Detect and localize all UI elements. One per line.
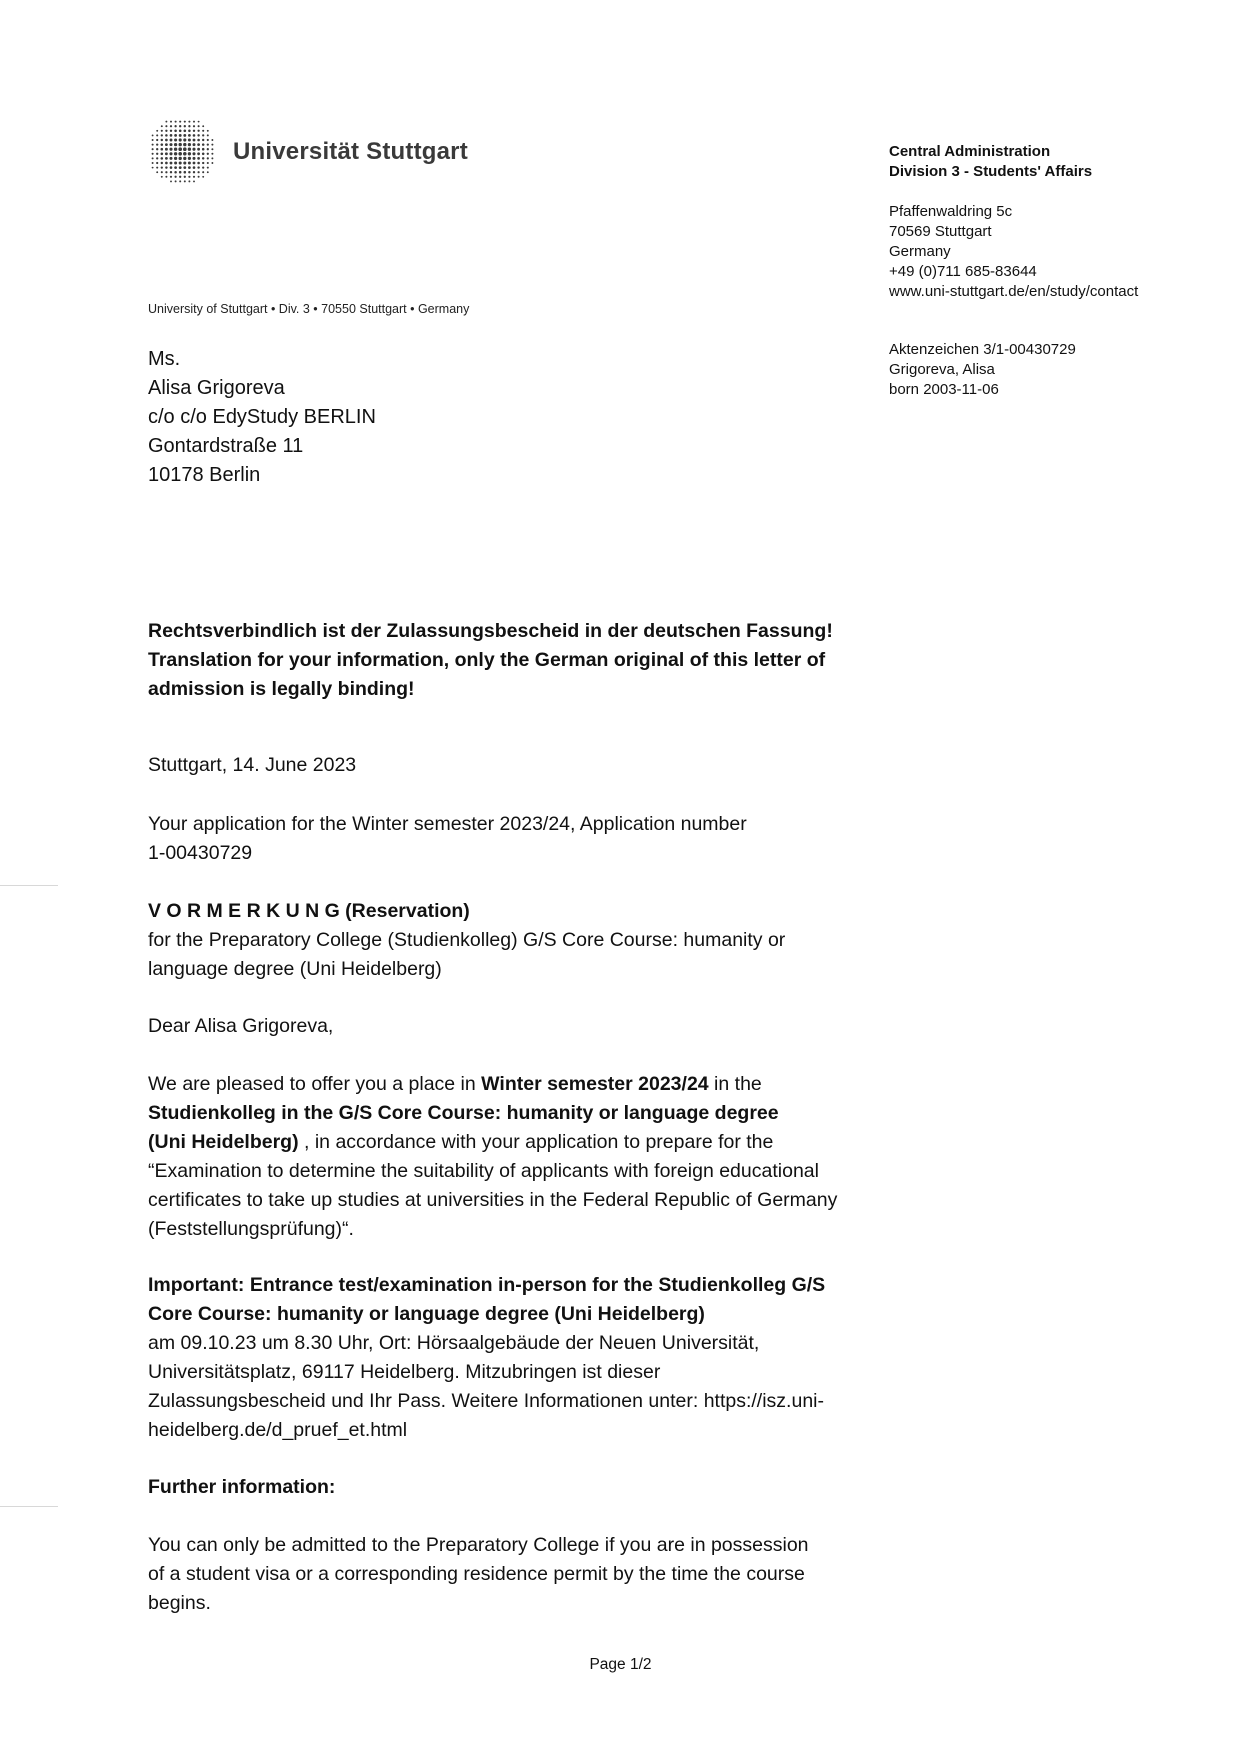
recipient-salutation: Ms. xyxy=(148,348,181,370)
reservation-title-suffix: (Reservation) xyxy=(339,900,470,922)
important-heading: Core Course: humanity or language degree (Uni Heidelberg) xyxy=(148,1303,705,1325)
office-block xyxy=(889,142,1138,302)
application-line: Your application for the Winter semester 2023/24, Application number xyxy=(148,813,747,835)
reference-file: Aktenzeichen 3/1-00430729 xyxy=(889,341,1076,358)
sender-line: University of Stuttgart • Div. 3 • 70550 Stuttgart • Germany xyxy=(148,302,470,316)
office-city: 70569 Stuttgart xyxy=(889,223,992,240)
office-street: Pfaffenwaldring 5c xyxy=(889,203,1013,220)
office-web: www.uni-stuttgart.de/en/study/contact xyxy=(889,283,1139,300)
offer-line: (Feststellungsprüfung)“. xyxy=(148,1218,354,1240)
fold-mark xyxy=(0,885,58,886)
offer-line xyxy=(148,1070,893,1099)
further-line: of a student visa or a corresponding residence permit by the time the course xyxy=(148,1563,805,1585)
reservation-title-line xyxy=(148,897,893,926)
notice-line: admission is legally binding! xyxy=(148,678,415,700)
offer-line: certificates to take up studies at universities in the Federal Republic of Germany xyxy=(148,1189,838,1211)
greeting: Dear Alisa Grigoreva, xyxy=(148,1015,334,1037)
application-reference xyxy=(148,810,893,868)
important-heading: Important: Entrance test/examination in-person for the Studienkolleg G/S xyxy=(148,1274,826,1296)
offer-text: We are pleased to offer you a place in xyxy=(148,1073,482,1095)
office-line1: Central Administration xyxy=(889,143,1051,160)
recipient-address xyxy=(148,345,376,490)
dotted-circle-logo-icon xyxy=(146,115,218,187)
offer-university: (Uni Heidelberg) xyxy=(148,1131,299,1153)
offer-line xyxy=(148,1128,893,1157)
offer-semester: Winter semester 2023/24 xyxy=(481,1073,709,1095)
recipient-city: 10178 Berlin xyxy=(148,464,261,486)
recipient-co: c/o c/o EdyStudy BERLIN xyxy=(148,406,376,428)
logo-wordmark: Universität Stuttgart xyxy=(233,138,468,165)
offer-line: “Examination to determine the suitability of applicants with foreign educational xyxy=(148,1160,819,1182)
application-number: 1-00430729 xyxy=(148,842,253,864)
further-paragraph xyxy=(148,1531,893,1618)
offer-text: in the xyxy=(708,1073,762,1095)
important-line: am 09.10.23 um 8.30 Uhr, Ort: Hörsaalgebäude der Neuen Universität, xyxy=(148,1332,760,1354)
further-heading: Further information: xyxy=(148,1476,336,1498)
reservation-line: for the Preparatory College (Studienkolleg) G/S Core Course: humanity or xyxy=(148,929,786,951)
important-line: Universitätsplatz, 69117 Heidelberg. Mitzubringen ist dieser xyxy=(148,1361,661,1383)
reference-name: Grigoreva, Alisa xyxy=(889,361,995,378)
office-country: Germany xyxy=(889,243,951,260)
recipient-street: Gontardstraße 11 xyxy=(148,435,304,457)
reference-block xyxy=(889,340,1076,400)
important-section xyxy=(148,1271,893,1445)
further-line: begins. xyxy=(148,1592,211,1614)
recipient-name: Alisa Grigoreva xyxy=(148,377,285,399)
office-phone: +49 (0)711 685-83644 xyxy=(889,263,1037,280)
fold-mark xyxy=(0,1506,58,1507)
reservation-subject xyxy=(148,897,893,984)
notice-line: Rechtsverbindlich ist der Zulassungsbescheid in der deutschen Fassung! xyxy=(148,620,833,642)
offer-paragraph xyxy=(148,1070,893,1244)
reservation-title: V O R M E R K U N G xyxy=(148,900,340,922)
office-line2: Division 3 - Students' Affairs xyxy=(889,163,1093,180)
reference-born: born 2003-11-06 xyxy=(889,381,999,398)
important-line: heidelberg.de/d_pruef_et.html xyxy=(148,1419,408,1441)
legal-notice xyxy=(148,617,893,704)
important-line: Zulassungsbescheid und Ihr Pass. Weitere Informationen unter: https://isz.uni- xyxy=(148,1390,824,1412)
offer-course: Studienkolleg in the G/S Core Course: humanity or language degree xyxy=(148,1102,779,1124)
reservation-line: language degree (Uni Heidelberg) xyxy=(148,958,442,980)
notice-line: Translation for your information, only the German original of this letter of xyxy=(148,649,826,671)
letter-date: Stuttgart, 14. June 2023 xyxy=(148,754,357,776)
offer-text: , in accordance with your application to prepare for the xyxy=(298,1131,774,1153)
further-line: You can only be admitted to the Preparatory College if you are in possession xyxy=(148,1534,809,1556)
page-number: Page 1/2 xyxy=(589,1656,652,1673)
